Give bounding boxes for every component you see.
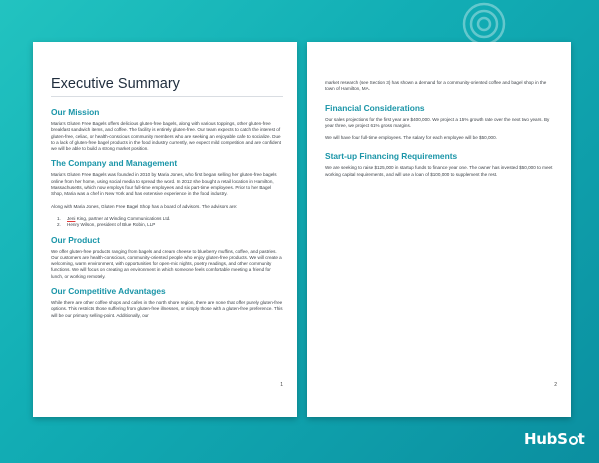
section-body: Maria's Gluten Free Bagels was founded in 2010 by Maria Jones, who first began selling her gluten-free bagels online from her home, using social media to spread the word. In 2012 she bought a retail location in Hamilton, Massachusetts, which now employs four full-time employees and six part-time employees. Prior to her Bagel Shop, Maria was a chef in New York and has extensive experience in the food industry. xyxy=(51,172,277,197)
section-heading: Our Product xyxy=(51,234,100,245)
section-body: Our sales projections for the first year are $400,000. We project a 15% growth rate over the next two years. By year three, we project 61% gross margins. xyxy=(325,116,550,128)
list-number: 1. xyxy=(57,215,61,221)
logo-text: t xyxy=(577,430,585,448)
section-body: We are seeking to raise $125,000 in startup funds to finance year one. The owner has invested $50,000 to meet working capital requirements, and will use a loan of $100,000 to supplement the rest. xyxy=(325,165,553,177)
section-company xyxy=(51,158,283,228)
section-advantages xyxy=(51,286,283,319)
section-mission xyxy=(51,107,283,152)
advisors-intro: Along with Maria Jones, Gluten Free Bagel Shop has a board of advisors. The advisors are: xyxy=(51,203,238,209)
advisor-detail: Henry Wilson, president of Blue Robin, LLP xyxy=(67,222,156,228)
continued-text: market research (see Section 3) has shown a demand for a community-oriented coffee and bagel shop in the town of Hamilton, MA. xyxy=(325,80,547,92)
page-number: 2 xyxy=(554,382,557,388)
section-startup xyxy=(325,151,557,178)
logo-text: HubS xyxy=(524,430,568,448)
list-item xyxy=(51,222,283,228)
section-heading: The Company and Management xyxy=(51,158,178,169)
section-heading: Our Mission xyxy=(51,107,100,117)
section-body: We will have four full-time employees. The salary for each employee will be $50,000. xyxy=(325,135,497,141)
section-product xyxy=(51,235,283,280)
section-heading: Our Competitive Advantages xyxy=(51,286,166,297)
sprocket-icon xyxy=(569,436,578,445)
section-body: Maria's Gluten Free Bagels offers delicious gluten-free bagels, along with various toppings, other gluten-free breakfast sandwich items, and coffee. The facility is entirely gluten-free. Our team expects to catch the interest of gluten-free, celiac, or health-conscious community members who are seeking an enjoyable cafe to socialize. Due to a lack of gluten-free bagel products in the food industry currently, we expect mild competition and are confident we will be able to build a strong market position. xyxy=(51,121,281,152)
hubspot-logo xyxy=(524,430,584,448)
page-number: 1 xyxy=(280,382,283,388)
advisor-first-name: Jeni xyxy=(67,215,76,221)
section-body: While there are other coffee shops and cafes in the north shore region, there are none that offer purely gluten-free options. This restricts those suffering from gluten-free illnesses, or simply those with a gluten-free preference. This will be our primary selling-point. Additionally, our xyxy=(51,300,283,318)
document-page-2 xyxy=(307,42,571,417)
concentric-circles-decoration xyxy=(462,2,506,46)
section-body: We offer gluten-free products ranging from bagels and cream cheese to blueberry muffins, coffee, and pastries. Our customers are health-conscious, community-oriented people who enjoy gluten-free products. We will create a welcoming, warm environment, with opportunities for open-mic nights, poetry readings, and other community functions. We will focus on creating an environment in which someone feels comfortable meeting a friend for lunch, or working remotely. xyxy=(51,248,282,279)
section-heading: Start-up Financing Requirements xyxy=(325,151,458,162)
advisors-list xyxy=(51,216,283,229)
page-title: Executive Summary xyxy=(51,76,283,97)
section-heading: Financial Considerations xyxy=(325,102,425,113)
document-page-1 xyxy=(33,42,297,417)
section-financial xyxy=(325,103,557,142)
advisor-detail: King, partner at Winding Communications Ltd. xyxy=(75,215,171,221)
list-number: 2. xyxy=(57,222,61,228)
